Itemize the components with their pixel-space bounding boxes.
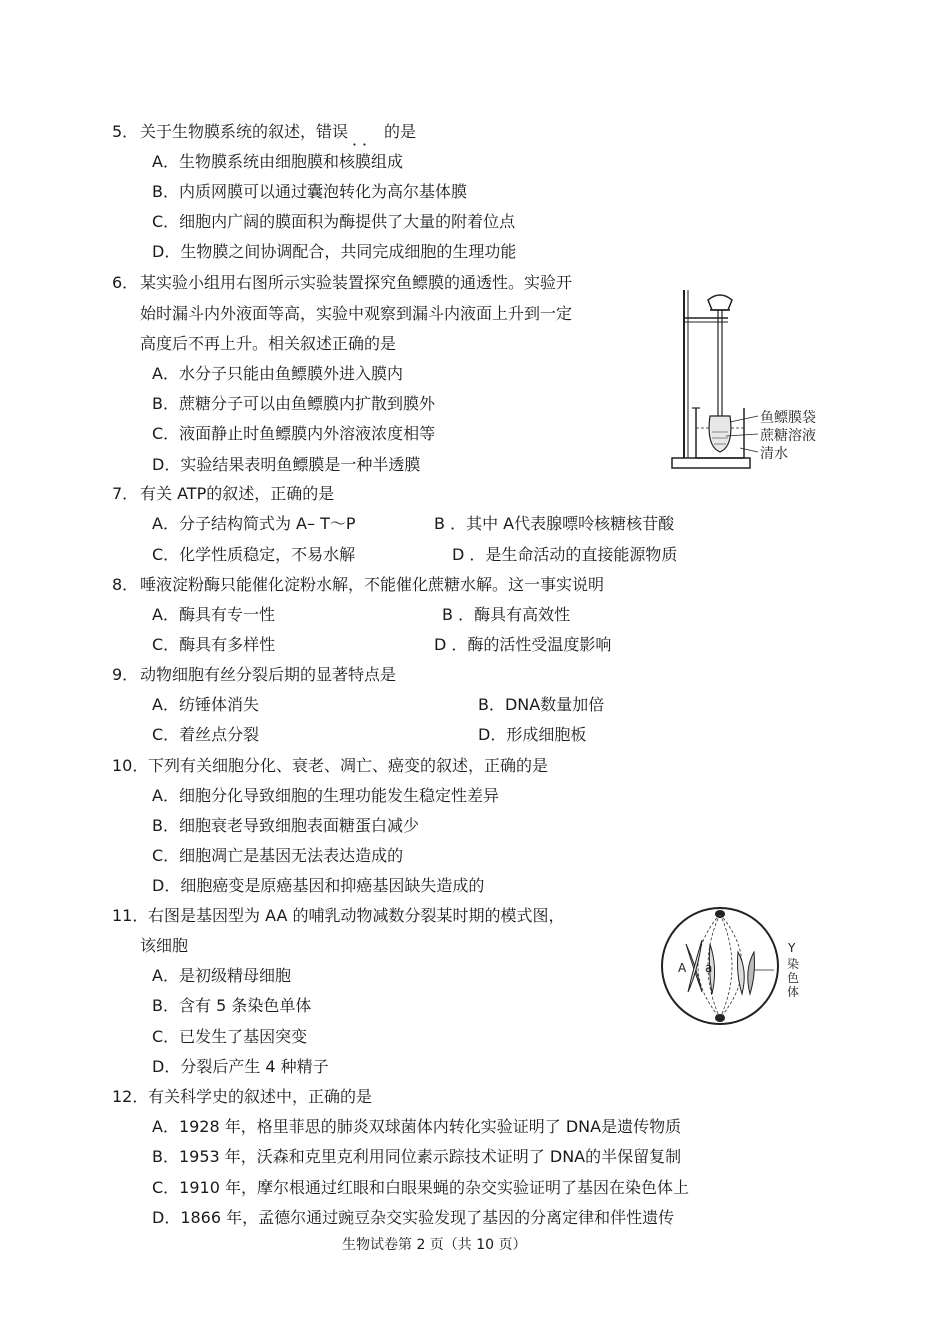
- question-10-option-d: D．细胞癌变是原癌基因和抑癌基因缺失造成的: [152, 876, 485, 895]
- meiosis-cell-diagram: [656, 900, 806, 1030]
- label-sucrose-solution: 蔗糖溶液: [760, 428, 816, 444]
- question-6-stem-line-3: 高度后不再上升。相关叙述正确的是: [140, 334, 397, 353]
- question-8-option-b: B ．酶具有高效性: [442, 605, 571, 624]
- question-11-option-a: A．是初级精母细胞: [152, 966, 291, 985]
- question-5-option-b: B．内质网膜可以通过囊泡转化为高尔基体膜: [152, 182, 467, 201]
- emphasis-dots: ．．: [352, 130, 381, 149]
- question-9-number: 9．: [112, 665, 139, 684]
- label-fish-bladder-bag: 鱼鳔膜袋: [760, 410, 816, 426]
- question-5-option-d: D．生物膜之间协调配合，共同完成细胞的生理功能: [152, 242, 517, 261]
- question-6-option-d: D．实验结果表明鱼鳔膜是一种半透膜: [152, 455, 421, 474]
- question-5-stem: [140, 122, 417, 149]
- meiosis-cell-figure: [656, 900, 806, 1030]
- question-12-option-c: C．1910 年，摩尔根通过红眼和白眼果蝇的杂交实验证明了基因在染色体上: [152, 1178, 689, 1197]
- question-11-option-d: D．分裂后产生 4 种精子: [152, 1057, 329, 1076]
- gene-label-a: a: [705, 961, 713, 975]
- question-10-option-b: B．细胞衰老导致细胞表面糖蛋白减少: [152, 816, 419, 835]
- gene-label-A: A: [678, 961, 687, 975]
- question-10-number: 10．: [112, 756, 149, 775]
- question-6-option-a: A．水分子只能由鱼鳔膜外进入膜内: [152, 364, 403, 383]
- question-7-option-a: A．分子结构简式为 A– T～P: [152, 514, 356, 533]
- question-11-option-c: C．已发生了基因突变: [152, 1027, 308, 1046]
- question-9-option-d: D．形成细胞板: [478, 725, 587, 744]
- question-6-option-c: C．液面静止时鱼鳔膜内外溶液浓度相等: [152, 424, 436, 443]
- page-footer: 生物试卷第 2 页（共 10 页）: [342, 1237, 527, 1253]
- question-5-option-c: C．细胞内广阔的膜面积为酶提供了大量的附着位点: [152, 212, 516, 231]
- question-8-option-c: C．酶具有多样性: [152, 635, 276, 654]
- question-7-stem: 有关 ATP的叙述，正确的是: [140, 484, 335, 503]
- question-5-option-a: A．生物膜系统由细胞膜和核膜组成: [152, 152, 403, 171]
- question-5-number: 5．: [112, 122, 139, 141]
- question-10-option-a: A．细胞分化导致细胞的生理功能发生稳定性差异: [152, 786, 499, 805]
- chromosome-label-char-1: 染: [787, 957, 800, 971]
- question-8-option-d: D ．酶的活性受温度影响: [434, 635, 612, 654]
- chromosome-label-char-3: 体: [787, 985, 800, 999]
- question-8-number: 8．: [112, 575, 139, 594]
- question-12-option-b: B．1953 年，沃森和克里克利用同位素示踪技术证明了 DNA的半保留复制: [152, 1147, 682, 1166]
- question-9-option-c: C．着丝点分裂: [152, 725, 260, 744]
- question-9-option-a: A．纺锤体消失: [152, 695, 259, 714]
- question-6-stem-line-1: 某实验小组用右图所示实验装置探究鱼鳔膜的通透性。实验开: [140, 273, 573, 292]
- question-12-number: 12．: [112, 1087, 149, 1106]
- question-9-stem: 动物细胞有丝分裂后期的显著特点是: [140, 665, 397, 684]
- chromosome-label-char-2: 色: [787, 971, 800, 985]
- question-11-option-b: B．含有 5 条染色单体: [152, 996, 312, 1015]
- question-10-stem: 下列有关细胞分化、衰老、凋亡、癌变的叙述，正确的是: [148, 756, 549, 775]
- question-7-number: 7．: [112, 484, 139, 503]
- question-12-option-d: D．1866 年，孟德尔通过豌豆杂交实验发现了基因的分离定律和伴性遗传: [152, 1208, 675, 1227]
- label-clear-water: 清水: [760, 446, 788, 462]
- question-6-stem-line-2: 始时漏斗内外液面等高，实验中观察到漏斗内液面上升到一定: [140, 304, 573, 323]
- question-11-stem-line-1: 右图是基因型为 AA 的哺乳动物减数分裂某时期的模式图，: [148, 906, 565, 925]
- question-12-stem: 有关科学史的叙述中，正确的是: [148, 1087, 373, 1106]
- question-11-number: 11．: [112, 906, 149, 925]
- question-5-stem-text: 关于生物膜系统的叙述，错误: [140, 122, 349, 141]
- question-6-number: 6．: [112, 273, 139, 292]
- question-6-option-b: B．蔗糖分子可以由鱼鳔膜内扩散到膜外: [152, 394, 435, 413]
- question-7-option-d: D ．是生命活动的直接能源物质: [452, 545, 678, 564]
- question-8-stem: 唾液淀粉酶只能催化淀粉水解，不能催化蔗糖水解。这一事实说明: [140, 575, 605, 594]
- osmosis-apparatus-diagram: [670, 286, 840, 476]
- question-11-stem-line-2: 该细胞: [140, 936, 189, 955]
- question-7-option-b: B ．其中 A代表腺嘌呤核糖核苷酸: [434, 514, 675, 533]
- question-12-option-a: A．1928 年，格里菲思的肺炎双球菌体内转化实验证明了 DNA是遗传物质: [152, 1117, 682, 1136]
- question-7-option-c: C．化学性质稳定，不易水解: [152, 545, 356, 564]
- y-label: Y: [788, 941, 796, 955]
- question-9-option-b: B．DNA数量加倍: [478, 695, 605, 714]
- question-8-option-a: A．酶具有专一性: [152, 605, 275, 624]
- question-5-stem-end: 的是: [384, 122, 417, 141]
- osmosis-apparatus-figure: [670, 286, 840, 476]
- question-10-option-c: C．细胞凋亡是基因无法表达造成的: [152, 846, 404, 865]
